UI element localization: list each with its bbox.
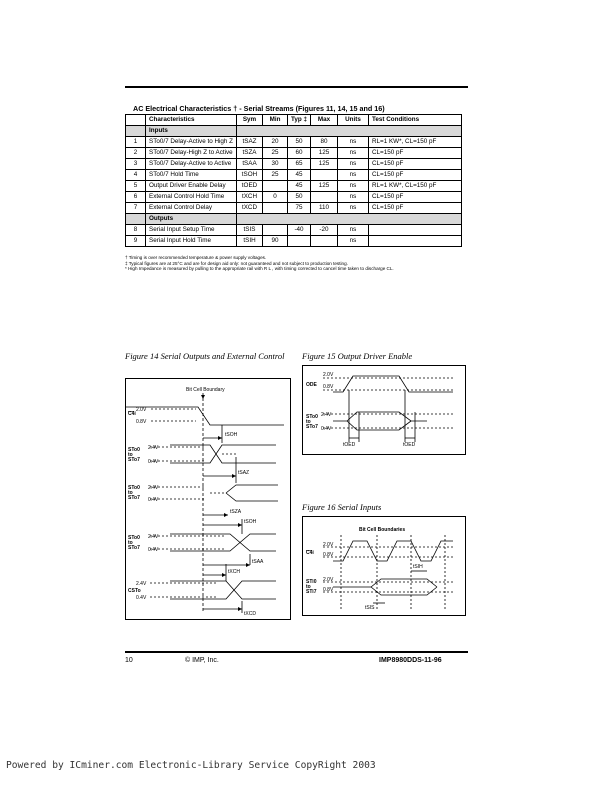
table-section-row [126,126,462,137]
fig14-txcd: tXCD [244,611,256,617]
row-units: ns [337,181,368,192]
row-max [310,170,337,181]
table-row [126,137,462,148]
header-rule [125,86,468,88]
row-typ: 65 [288,159,311,170]
row-typ: 60 [288,148,311,159]
fig15-sto-high [333,412,427,421]
fig14-level-2v0: 2.0V [136,407,147,413]
row-test-conditions: CL=150 pF [368,148,461,159]
col-header-test-conditions: Test Conditions [368,115,461,126]
col-header-characteristics: Characteristics [146,115,237,126]
row-units: ns [337,225,368,236]
section-fill-cell [237,214,462,225]
col-header-typ: Typ ‡ [288,115,311,126]
row-characteristic: STo0/7 Hold Time [146,170,237,181]
fig14-sto-b-low [226,493,278,501]
fig14-title: Figure 14 Serial Outputs and External Control [125,351,285,361]
row-sym: tSAZ [237,137,263,148]
fig14-tsoh-1: tSOH [225,432,238,438]
row-num: 4 [126,170,146,181]
footer-doc-id: IMP8980DDS-11-96 [379,657,442,664]
row-characteristic: External Control Hold Time [146,192,237,203]
fig14-b-level-0v4: 0.4V [148,497,159,503]
fig14-sto-b-label-3: STo7 [128,495,140,501]
fig14-a-level-0v4: 0.4V [148,459,159,465]
fig15-level-2v0: 2.0V [323,372,334,378]
row-units: ns [337,203,368,214]
fig14-sto-b-label-2: to [128,490,133,496]
row-units: ns [337,148,368,159]
fig14-csto-high [170,581,276,599]
row-sym: tOED [237,181,263,192]
row-sym: tSIH [237,236,263,247]
fig15-svg [303,366,465,454]
row-typ: -40 [288,225,311,236]
table-row [126,225,462,236]
row-min [263,203,288,214]
row-typ: 50 [288,192,311,203]
fig14-sto-a-label-2: to [128,452,133,458]
row-max: 125 [310,148,337,159]
table-section-row [126,214,462,225]
row-min: 20 [263,137,288,148]
fig16-level-2v0: 2.0V [323,542,334,548]
fig14-csto-level-2v4: 2.4V [136,581,147,587]
row-sym: tXCH [237,192,263,203]
fig16-svg [303,517,465,615]
row-min: 25 [263,148,288,159]
row-typ: 45 [288,181,311,192]
row-test-conditions: CL=150 pF [368,159,461,170]
table-title: AC Electrical Characteristics † - Serial Streams (Figures 11, 14, 15 and 16) [133,104,385,113]
row-min [263,225,288,236]
fig15-ode-label: ODE [306,382,317,388]
row-num: 8 [126,225,146,236]
row-min: 25 [263,170,288,181]
row-max: 125 [310,159,337,170]
row-test-conditions [368,236,461,247]
fig16-sti-label-2: to [306,584,311,590]
row-typ: 75 [288,203,311,214]
fig14-txch: tXCH [228,569,240,575]
fig15-level-0v8: 0.8V [323,384,334,390]
fig16-tsis: tSIS [365,605,375,611]
fig14-svg [126,379,290,619]
fig14-a-level-2v4: 2.4V [148,445,159,451]
fig14-sto-c-low [170,534,276,551]
row-min [263,181,288,192]
footer-rule [125,651,468,653]
row-typ [288,236,311,247]
row-max: 125 [310,181,337,192]
col-header-units: Units [337,115,368,126]
row-num: 2 [126,148,146,159]
col-header-sym: Sym [237,115,263,126]
footer-copyright: © IMP, Inc. [185,657,219,664]
fig14-sto-c-label-2: to [128,540,133,546]
row-characteristic: External Control Delay [146,203,237,214]
fig16-sti-high [333,579,437,587]
row-test-conditions: RL=1 KW*, CL=150 pF [368,137,461,148]
table-row [126,159,462,170]
row-characteristic: STo0/7 Delay-Active to Active [146,159,237,170]
fig15-sto-low [347,421,411,430]
row-characteristic: Output Driver Enable Delay [146,181,237,192]
row-units: ns [337,137,368,148]
row-characteristic: STo0/7 Delay-Active to High Z [146,137,237,148]
row-units: ns [337,192,368,203]
fig14-tsoh-2: tSOH [244,519,257,525]
row-sym: tSOH [237,170,263,181]
fig14-diagram [125,378,291,620]
fig16-diagram [302,516,466,616]
fig14-tsza: tSZA [230,509,242,515]
section-label: Inputs [146,126,237,137]
table-row [126,203,462,214]
row-units: ns [337,170,368,181]
fig14-csto-level-0v4: 0.4V [136,595,147,601]
row-sym: tXCD [237,203,263,214]
fig16-sti-label-3: STi7 [306,589,317,595]
fig15-title: Figure 15 Output Driver Enable [302,351,413,361]
fig14-tsaz: tSAZ [238,470,250,476]
row-characteristic: STo0/7 Delay-High Z to Active [146,148,237,159]
row-max [310,236,337,247]
footer-page-number: 10 [125,657,133,664]
row-sym: tSZA [237,148,263,159]
table-row [126,181,462,192]
row-min: 0 [263,192,288,203]
fig16-sti-level-0v8: 0.8V [323,587,334,593]
fig16-sti-level-2v0: 2.0V [323,577,334,583]
fig14-sto-a-label-3: STo7 [128,457,140,463]
footnote-timing: † Timing is over recommended temperature & power supply voltages. [125,255,267,260]
row-max [310,192,337,203]
row-test-conditions: CL=150 pF [368,170,461,181]
fig14-sto-c-high [170,534,276,551]
fig16-c4i-waveform [333,541,453,561]
fig14-sto-a-label-1: STo0 [128,447,140,453]
row-num: 1 [126,137,146,148]
row-typ: 45 [288,170,311,181]
fig14-c-level-0v4: 0.4V [148,547,159,553]
fig14-sto-b-high [226,485,278,493]
fig15-sto-label-1: STo0 [306,414,318,420]
fig14-sto-c-label-3: STo7 [128,545,140,551]
fig14-level-0v8: 0.8V [136,419,147,425]
row-num: 3 [126,159,146,170]
row-num: 6 [126,192,146,203]
row-min: 90 [263,236,288,247]
fig15-toed-1: tOED [343,442,356,448]
col-header-min: Min [263,115,288,126]
row-sym: tSIS [237,225,263,236]
fig15-level-2v4: 2.4V [321,412,332,418]
fig14-csto-label: CSTo [128,588,141,594]
table-header-row [126,115,462,126]
fig14-tsaa: tSAA [252,559,264,565]
row-sym: tSAA [237,159,263,170]
row-max: -20 [310,225,337,236]
row-characteristic: Serial Input Setup Time [146,225,237,236]
row-test-conditions [368,225,461,236]
row-num: 5 [126,181,146,192]
row-max: 110 [310,203,337,214]
fig15-toed-2: tOED [403,442,416,448]
fig16-c4i-label: C4i [306,550,314,556]
row-units: ns [337,236,368,247]
powered-by-banner: Powered by ICminer.com Electronic-Library Service CopyRight 2003 [6,760,376,771]
row-test-conditions: CL=150 pF [368,192,461,203]
fig14-c4i-waveform [126,407,284,425]
table-row [126,192,462,203]
fig14-sto-c-label-1: STo0 [128,535,140,541]
col-header-num [126,115,146,126]
row-num: 9 [126,236,146,247]
fig16-bit-cells-label: Bit Cell Boundaries [359,527,406,533]
fig14-sto-b-label-1: STo0 [128,485,140,491]
fig14-b-level-2v4: 2.4V [148,485,159,491]
table-row [126,170,462,181]
fig16-sti-label-1: STi0 [306,579,317,585]
row-units: ns [337,159,368,170]
section-spacer-cell [126,214,146,225]
fig16-sti-low [371,587,437,595]
section-spacer-cell [126,126,146,137]
fig16-level-0v8: 0.8V [323,552,334,558]
section-label: Outputs [146,214,237,225]
fig14-csto-low [170,581,276,599]
footnote-typical: ‡ Typical figures are at 25°C and are for design aid only: not guaranteed and not subject to production testing. [125,260,348,266]
fig16-title: Figure 16 Serial Inputs [302,502,382,512]
section-fill-cell [237,126,462,137]
table-footnotes [125,255,394,272]
table-row [126,236,462,247]
fig15-diagram [302,365,466,455]
col-header-max: Max [310,115,337,126]
row-min: 30 [263,159,288,170]
fig15-sto-label-3: STo7 [306,424,318,430]
row-characteristic: Serial Input Hold Time [146,236,237,247]
table-body [126,126,462,247]
row-test-conditions: RL=1 KW*, CL=150 pF [368,181,461,192]
footnote-high-impedance: * High Impedance is measured by pulling to the appropriate rail with R L , with timing corrected to cancel time taken to discharge CL. [125,266,394,272]
table-row [126,148,462,159]
fig14-c-level-2v4: 2.4V [148,534,159,540]
row-max: 80 [310,137,337,148]
fig15-sto-label-2: to [306,419,311,425]
ac-characteristics-table [125,114,462,247]
row-typ: 50 [288,137,311,148]
fig15-level-0v4: 0.4V [321,426,332,432]
fig16-tsih: tSIH [413,564,423,570]
row-num: 7 [126,203,146,214]
fig14-bit-boundary-label: Bit Cell Boundary [186,387,225,393]
fig14-c4i-label: C4i [128,411,136,417]
row-test-conditions: CL=150 pF [368,203,461,214]
